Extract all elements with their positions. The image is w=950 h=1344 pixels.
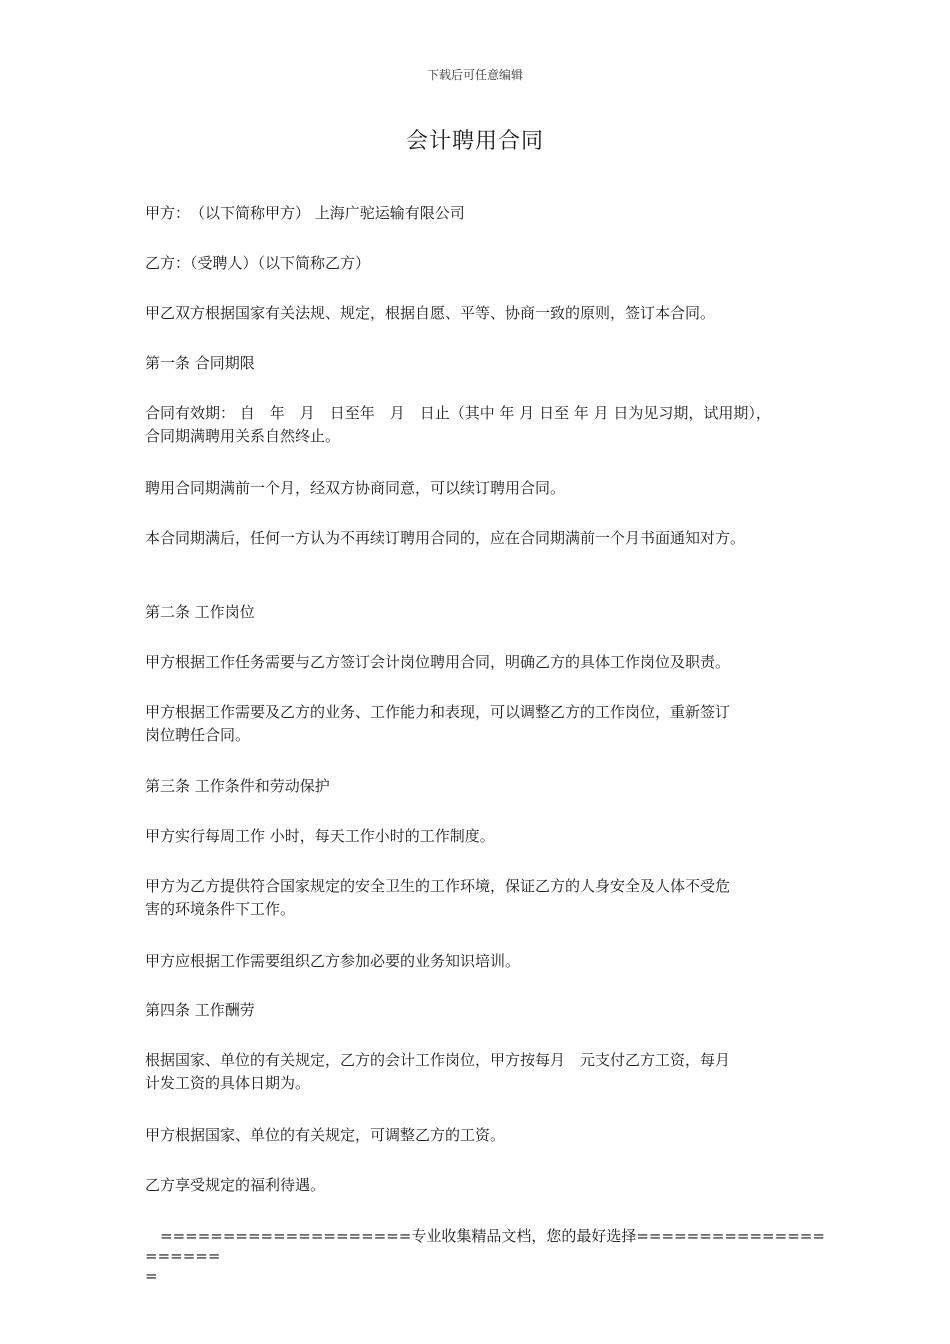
article-4-welfare-paragraph: 乙方享受规定的福利待遇。 [145, 1176, 326, 1194]
article-1-heading: 第一条 合同期限 [145, 354, 255, 372]
article-3-heading: 第三条 工作条件和劳动保护 [145, 777, 330, 795]
document-title: 会计聘用合同 [405, 129, 544, 154]
footer-banner: ====================专业收集精品文档，您的最好选择===================== = [145, 1227, 825, 1285]
preamble-paragraph: 甲乙双方根据国家有关法规、规定，根据自愿、平等、协商一致的原则，签订本合同。 [145, 304, 716, 322]
article-2-position-paragraph: 甲方根据工作任务需要与乙方签订会计岗位聘用合同，明确乙方的具体工作岗位及职责。 [145, 653, 731, 671]
article-1-term-paragraph: 合同有效期： 自 年 月 日至年 月 日止（其中 年 月 日至 年 月 日为见习期，试用期）， 合同期满聘用关系自然终止。 [145, 404, 771, 445]
article-3-hours-paragraph: 甲方实行每周工作 小时，每天工作小时的工作制度。 [145, 827, 495, 845]
article-2-heading: 第二条 工作岗位 [145, 603, 255, 621]
article-3-safety-paragraph: 甲方为乙方提供符合国家规定的安全卫生的工作环境，保证乙方的人身安全及人体不受危 害的环境条件下工作。 [145, 877, 731, 918]
article-4-salary-paragraph: 根据国家、单位的有关规定，乙方的会计工作岗位，甲方按每月 元支付乙方工资，每月 计发工资的具体日期为。 [145, 1051, 731, 1092]
article-2-adjust-paragraph: 甲方根据工作需要及乙方的业务、工作能力和表现，可以调整乙方的工作岗位，重新签订 岗位聘任合同。 [145, 703, 731, 744]
article-4-heading: 第四条 工作酬劳 [145, 1001, 255, 1019]
article-1-renewal-paragraph: 聘用合同期满前一个月，经双方协商同意，可以续订聘用合同。 [145, 479, 566, 497]
article-4-adjust-paragraph: 甲方根据国家、单位的有关规定，可调整乙方的工资。 [145, 1126, 506, 1144]
party-a-line: 甲方： （以下简称甲方） 上海广驼运输有限公司 [145, 204, 465, 222]
article-1-notice-paragraph: 本合同期满后，任何一方认为不再续订聘用合同的，应在合同期满前一个月书面通知对方。 [145, 529, 746, 547]
party-b-line: 乙方：（受聘人）（以下简称乙方） [145, 254, 371, 272]
article-3-training-paragraph: 甲方应根据工作需要组织乙方参加必要的业务知识培训。 [145, 952, 521, 970]
header-note: 下载后可任意编辑 [426, 68, 523, 82]
